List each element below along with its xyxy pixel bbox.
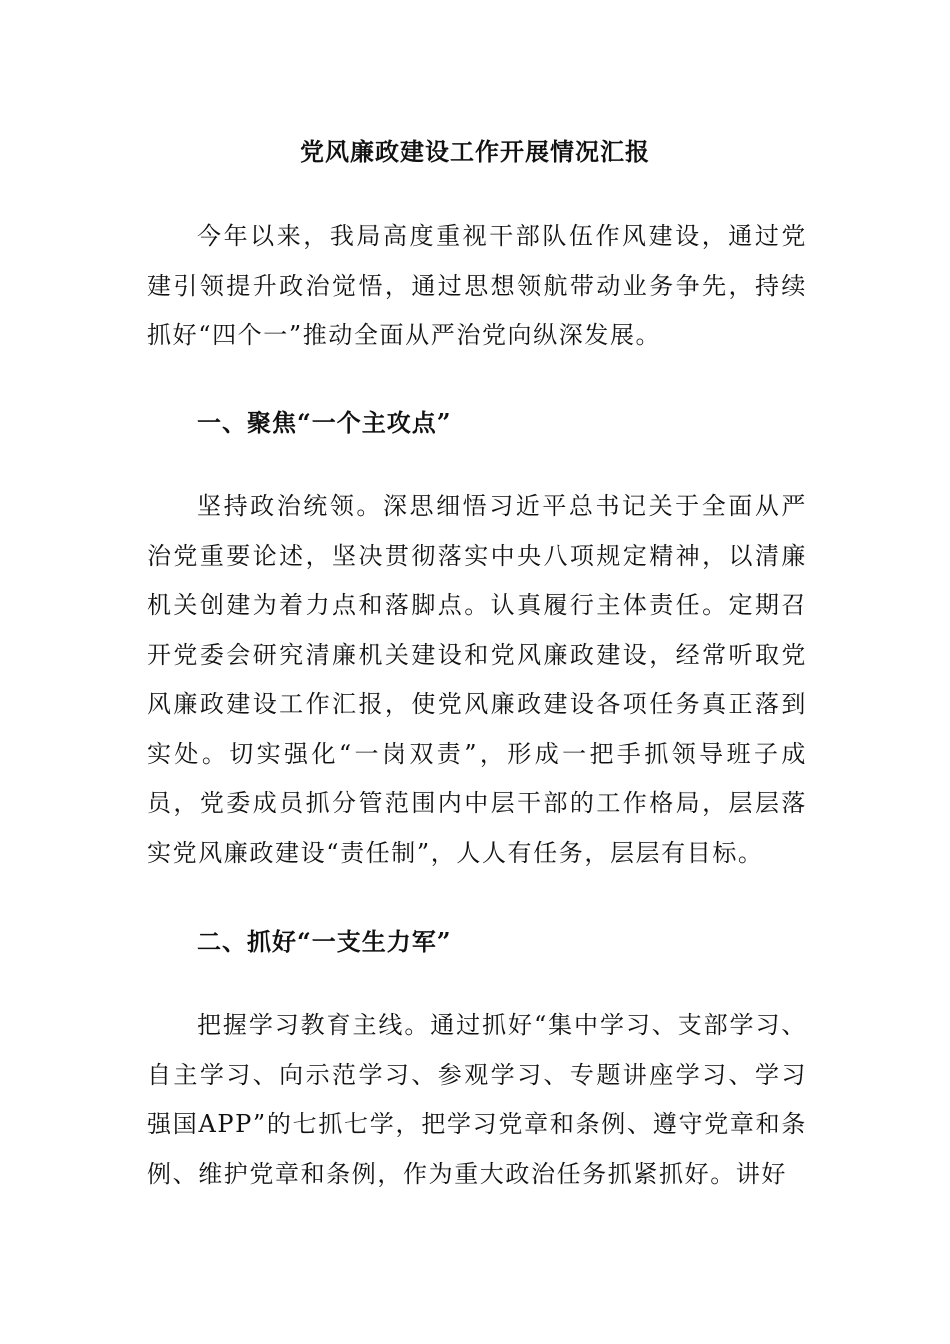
- page-title: 党风廉政建设工作开展情况汇报: [300, 137, 650, 166]
- section-heading-2: 二、抓好“一支生力军”: [197, 927, 452, 956]
- section-heading-1: 一、聚焦“一个主攻点”: [197, 408, 452, 437]
- intro-paragraph: 今年以来，我局高度重视干部队伍作风建设，通过党建引领提升政治觉悟，通过思想领航带动业务争先，持续抓好“四个一”推动全面从严治党向纵深发展。: [147, 222, 807, 349]
- section-body-2: 把握学习教育主线。通过抓好“集中学习、支部学习、自主学习、向示范学习、参观学习、专题讲座学习、学习强国APP”的七抓七学，把学习党章和条例、遵守党章和条例、维护党章和条例，作为重大政治任务抓紧抓好。讲好: [147, 1011, 807, 1188]
- section-body-1: 坚持政治统领。深思细悟习近平总书记关于全面从严治党重要论述，坚决贯彻落实中央八项规定精神，以清廉机关创建为着力点和落脚点。认真履行主体责任。定期召开党委会研究清廉机关建设和党风廉政建设，经常听取党风廉政建设工作汇报，使党风廉政建设各项任务真正落到实处。切实强化“一岗双责”，形成一把手抓领导班子成员，党委成员抓分管范围内中层干部的工作格局，层层落实党风廉政建设“责任制”，人人有任务，层层有目标。: [147, 492, 807, 867]
